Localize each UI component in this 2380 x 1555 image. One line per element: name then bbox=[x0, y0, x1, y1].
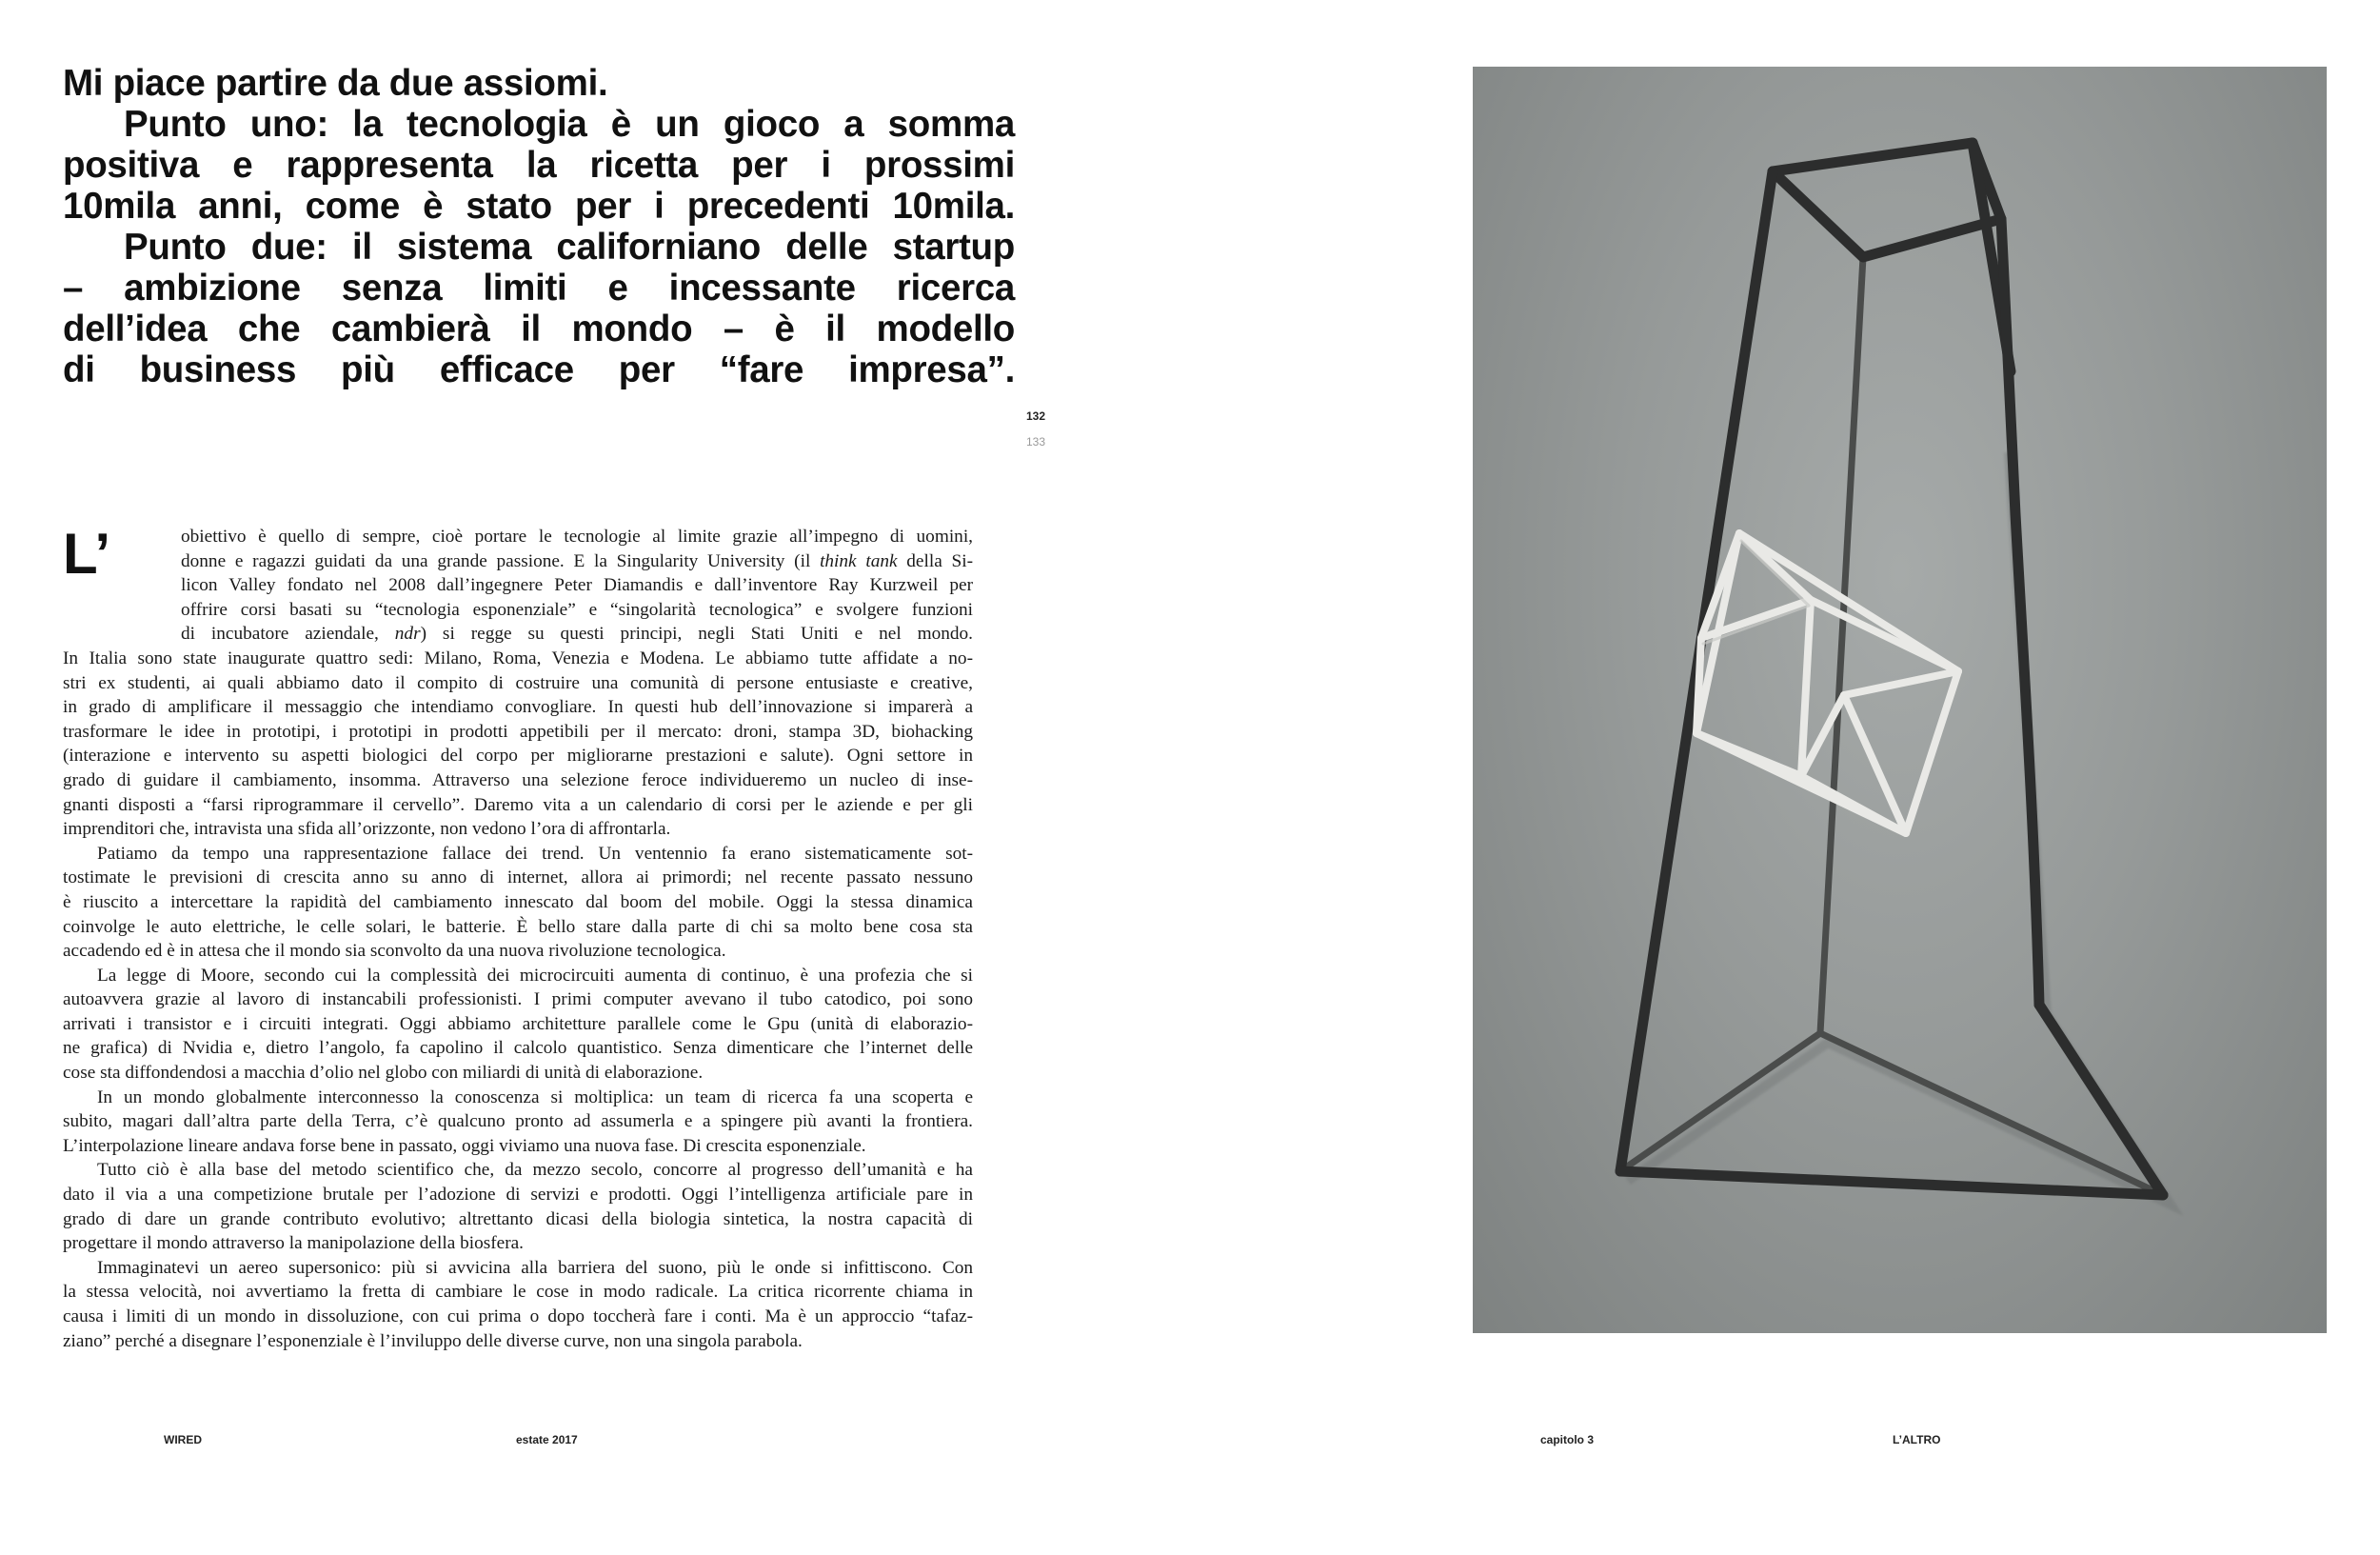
article-body bbox=[63, 522, 973, 1353]
body-line: arrivati i transistor e i circuiti integrati. Oggi abbiamo architetture parallele come le Gpu (unità di elaborazio- bbox=[63, 1013, 973, 1034]
sculpture-photo bbox=[1473, 67, 2327, 1333]
body-line: ne grafica) di Nvidia e, dietro l’angolo, fa capolino il calcolo quantistico. Senza dimenticare che l’internet delle bbox=[63, 1038, 973, 1059]
lead-line: Punto due: il sistema californiano delle startup bbox=[124, 227, 1015, 268]
body-line: subito, magari dall’altra parte della Terra, c’è qualcuno pronto ad assumerla e a spingere più avanti la frontiera. bbox=[63, 1111, 973, 1132]
body-line: tostimate le previsioni di crescita anno su anno di internet, allora ai primordi; nel recente passato nessuno bbox=[63, 867, 973, 888]
paragraph-6 bbox=[63, 1256, 973, 1353]
footer-issue: estate 2017 bbox=[516, 1433, 578, 1446]
italic-term: think tank bbox=[820, 550, 898, 571]
body-line: di incubatore aziendale, ndr) si regge su questi principi, negli Stati Uniti e nel mondo. bbox=[181, 624, 973, 645]
body-line: autoavvera grazie al lavoro di instancabili professionisti. I primi computer avevano il tubo catodico, poi sono bbox=[63, 989, 973, 1010]
body-line: offrire corsi basati su “tecnologia esponenziale” e “singolarità tecnologica” e svolgere funzioni bbox=[181, 599, 973, 620]
page-number-left: 132 bbox=[1026, 409, 1046, 423]
body-line: ziano” perché a disegnare l’esponenziale è l’inviluppo delle diverse curve, non una singola parabola. bbox=[63, 1330, 803, 1351]
lead-line: Mi piace partire da due assiomi. bbox=[63, 63, 608, 104]
body-line: Tutto ciò è alla base del metodo scientifico che, da mezzo secolo, concorre al progresso dell’umanità e ha bbox=[97, 1160, 973, 1181]
footer-section: L’ALTRO bbox=[1893, 1433, 1941, 1446]
paragraph-4 bbox=[63, 1086, 973, 1159]
body-line: In Italia sono state inaugurate quattro sedi: Milano, Roma, Venezia e Modena. Le abbiamo tutte affidate a no- bbox=[63, 648, 973, 668]
lead-line: – ambizione senza limiti e incessante ricerca bbox=[63, 268, 1015, 309]
intro-paragraph bbox=[181, 525, 973, 647]
body-line: coinvolge le auto elettriche, le celle solari, le batterie. È bello stare dalla parte di chi sa molto bene cosa sta bbox=[63, 916, 973, 937]
lead-line: di business più efficace per “fare impresa”. bbox=[63, 349, 1015, 390]
body-line: licon Valley fondato nel 2008 dall’ingegnere Peter Diamandis e dall’inventore Ray Kurzweil per bbox=[181, 575, 973, 596]
italic-term: ndr bbox=[394, 624, 421, 645]
paragraph-3 bbox=[63, 964, 973, 1086]
body-line: dato il via a una competizione brutale per l’adozione di servizi e prodotti. Oggi l’intelligenza artificiale pare in bbox=[63, 1185, 973, 1206]
body-line: accadendo ed è in attesa che il mondo sia sconvolto da una nuova rivoluzione tecnologica. bbox=[63, 941, 726, 962]
drop-cap: L’ bbox=[63, 522, 111, 586]
body-line: cose sta diffondendosi a macchia d’olio nel globo con miliardi di unità di elaborazione. bbox=[63, 1063, 704, 1084]
body-line: obiettivo è quello di sempre, cioè portare le tecnologie al limite grazie all’impegno di uomini, bbox=[181, 527, 973, 547]
body-line: Immaginatevi un aereo supersonico: più si avvicina alla barriera del suono, più le onde si infittiscono. Con bbox=[97, 1257, 973, 1278]
body-line: La legge di Moore, secondo cui la complessità dei microcircuiti aumenta di continuo, è una profezia che si bbox=[97, 965, 973, 986]
paragraph-2 bbox=[63, 842, 973, 964]
paragraph-1 bbox=[63, 647, 973, 842]
body-line: gnanti disposti a “farsi riprogrammare il cervello”. Daremo vita a un calendario di corsi per le aziende e per gli bbox=[63, 794, 973, 815]
body-line: progettare il mondo attraverso la manipolazione della biosfera. bbox=[63, 1233, 524, 1254]
wireframe-sculpture-illustration bbox=[1473, 67, 2327, 1333]
lead-line: Punto uno: la tecnologia è un gioco a somma bbox=[124, 104, 1015, 145]
body-line: L’interpolazione lineare andava forse bene in passato, oggi viviamo una nuova fase. Di crescita esponenziale. bbox=[63, 1135, 866, 1156]
paragraph-5 bbox=[63, 1158, 973, 1255]
footer-chapter: capitolo 3 bbox=[1540, 1433, 1595, 1446]
body-line: imprenditori che, intravista una sfida all’orizzonte, non vedono l’ora di affrontarla. bbox=[63, 819, 671, 840]
body-line: trasformare le idee in prototipi, i prototipi in prodotti appetibili per il mercato: droni, stampa 3D, biohacking bbox=[63, 721, 973, 742]
page-number-right: 133 bbox=[1026, 435, 1046, 449]
body-line: in grado di amplificare il messaggio che intendiamo convogliare. In questi hub dell’innovazione si imparerà a bbox=[63, 697, 973, 718]
body-line: grado di guidare il cambiamento, insomma. Attraverso una selezione feroce individueremo un nucleo di inse- bbox=[63, 769, 973, 790]
body-line: donne e ragazzi guidati da una grande passione. E la Singularity University (il think tank della Si- bbox=[181, 550, 973, 571]
footer-magazine-name: WIRED bbox=[164, 1433, 202, 1446]
lead-line: positiva e rappresenta la ricetta per i prossimi bbox=[63, 145, 1015, 186]
lead-statement bbox=[63, 63, 1015, 390]
body-line: la stessa velocità, noi avvertiamo la fretta di cambiare le cose in modo radicale. La critica ricorrente chiama in bbox=[63, 1282, 973, 1303]
body-line: In un mondo globalmente interconnesso la conoscenza si moltiplica: un team di ricerca fa una scoperta e bbox=[97, 1087, 973, 1107]
body-line: Patiamo da tempo una rappresentazione fallace dei trend. Un ventennio fa erano sistematicamente sot- bbox=[97, 843, 973, 864]
body-line: grado di dare un grande contributo evolutivo; altrettanto dicasi della biologia sintetica, la nostra capacità di bbox=[63, 1208, 973, 1229]
body-line: causa i limiti di un mondo in dissoluzione, con cui prima o dopo toccherà fare i conti. Ma è un approccio “tafaz- bbox=[63, 1306, 973, 1326]
lead-line: dell’idea che cambierà il mondo – è il modello bbox=[63, 309, 1015, 349]
body-line: (interazione e intervento su aspetti biologici del corpo per migliorarne prestazioni e salute). Ogni settore in bbox=[63, 746, 973, 767]
body-line: stri ex studenti, ai quali abbiamo dato il compito di costruire una comunità di persone entusiaste e creative, bbox=[63, 672, 973, 693]
body-line: è riuscito a intercettare la rapidità del cambiamento innescato dal boom del mobile. Oggi la stessa dinamica bbox=[63, 891, 973, 912]
lead-line: 10mila anni, come è stato per i precedenti 10mila. bbox=[63, 186, 1015, 227]
